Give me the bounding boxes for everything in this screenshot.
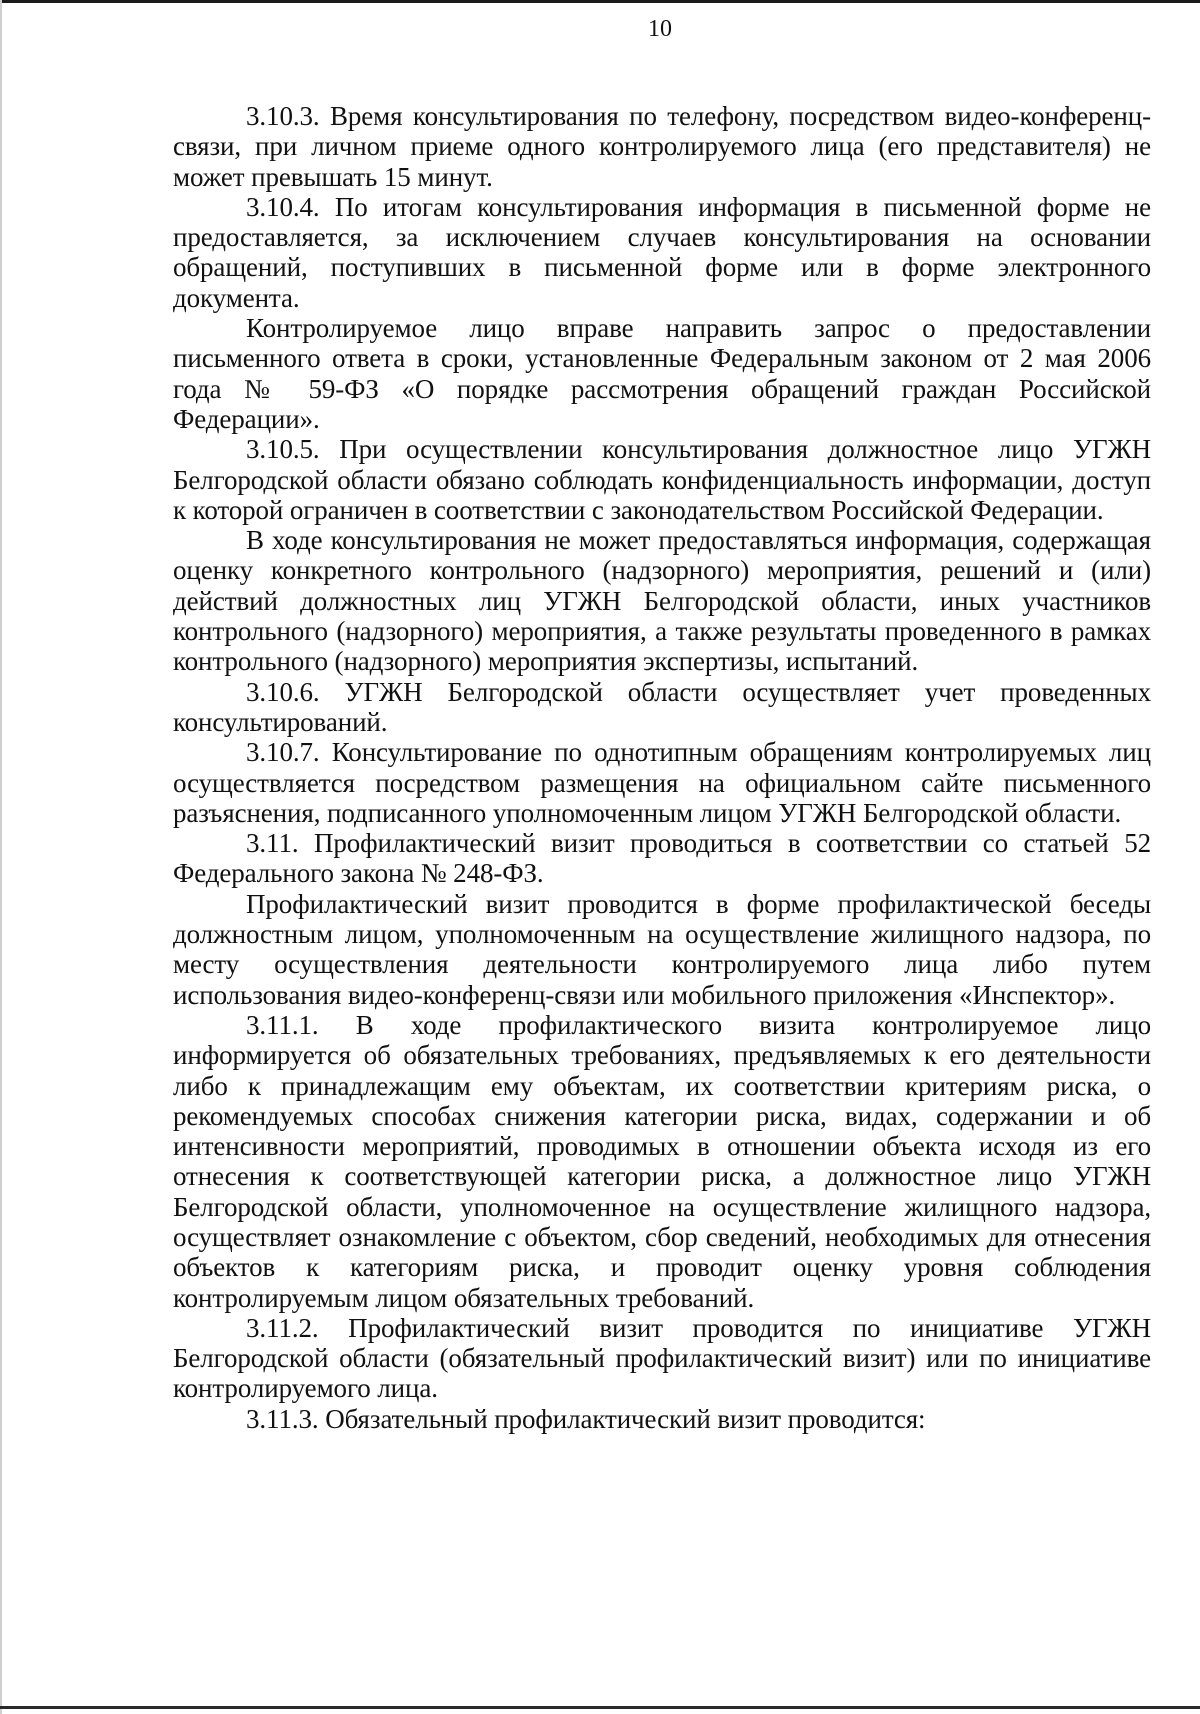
paragraph-3-11-3: 3.11.3. Обязательный профилактический визит проводится: <box>246 1403 926 1434</box>
page-number: 10 <box>648 16 672 42</box>
paragraph-consultation-limits: В ходе консультирования не может предоставляться информация, содержащая оценку конкретного контрольного (надзорного) мероприятия, решений и (или) действий должностных лиц УГЖН Белгородской области, иных участников контрольного (надзорного) мероприятия, а также результаты проведенного в рамках контрольного (надзорного) мероприятия экспертизы, испытаний. <box>173 525 1151 677</box>
paragraph-request: Контролируемое лицо вправе направить запрос о предоставлении письменного ответа в сроки, установленные Федеральным законом от 2 мая 2006 года № 59-ФЗ «О порядке рассмотрения обращений граждан Российской Федерации». <box>173 313 1151 434</box>
left-border-line <box>0 0 2 1714</box>
paragraph-3-11-2: 3.11.2. Профилактический визит проводится по инициативе УГЖН Белгородской области (обязательный профилактический визит) или по инициативе контролируемого лица. <box>173 1312 1151 1404</box>
bottom-border-line <box>0 1706 1200 1709</box>
paragraph-3-10-5: 3.10.5. При осуществлении консультирования должностное лицо УГЖН Белгородской области обязано соблюдать конфиденциальность информации, доступ к которой ограничен в соответствии с законодательством Российской Федерации. <box>173 434 1151 525</box>
paragraph-3-10-4: 3.10.4. По итогам консультирования информация в письменной форме не предоставляется, за исключением случаев консультирования на основании обращений, поступивших в письменной форме или в форме электронного документа. <box>173 191 1151 313</box>
paragraph-3-11-1: 3.11.1. В ходе профилактического визита контролируемое лицо информируется об обязательных требованиях, предъявляемых к его деятельности либо к принадлежащим ему объектам, их соответствии критериям риска, о рекомендуемых способах снижения категории риска, видах, содержании и об интенсивности мероприятий, проводимых в отношении объекта исходя из его отнесения к соответствующей категории риска, а должностное лицо УГЖН Белгородской области, уполномоченное на осуществление жилищного надзора, осуществляет ознакомление с объектом, сбор сведений, необходимых для отнесения объектов к категориям риска, и проводит оценку уровня соблюдения контролируемым лицом обязательных требований. <box>173 1009 1151 1313</box>
paragraph-3-11: 3.11. Профилактический визит проводиться в соответствии со статьей 52 Федерального закона № 248-ФЗ. <box>173 828 1151 889</box>
paragraph-visit-form: Профилактический визит проводится в форме профилактической беседы должностным лицом, уполномоченным на осуществление жилищного надзора, по месту осуществления деятельности контролируемого лица либо путем использования видео-конференц-связи или мобильного приложения «Инспектор». <box>173 888 1151 1010</box>
paragraph-3-10-7: 3.10.7. Консультирование по однотипным обращениям контролируемых лиц осуществляется посредством размещения на официальном сайте письменного разъяснения, подписанного уполномоченным лицом УГЖН Белгородской области. <box>173 737 1151 828</box>
document-body <box>173 101 1151 1434</box>
top-border-line <box>0 0 1200 3</box>
paragraph-3-10-6: 3.10.6. УГЖН Белгородской области осуществляет учет проведенных консультирований. <box>173 676 1151 737</box>
paragraph-3-10-3: 3.10.3. Время консультирования по телефону, посредством видео-конференц-связи, при личном приеме одного контролируемого лица (его представителя) не может превышать 15 минут. <box>173 101 1151 192</box>
